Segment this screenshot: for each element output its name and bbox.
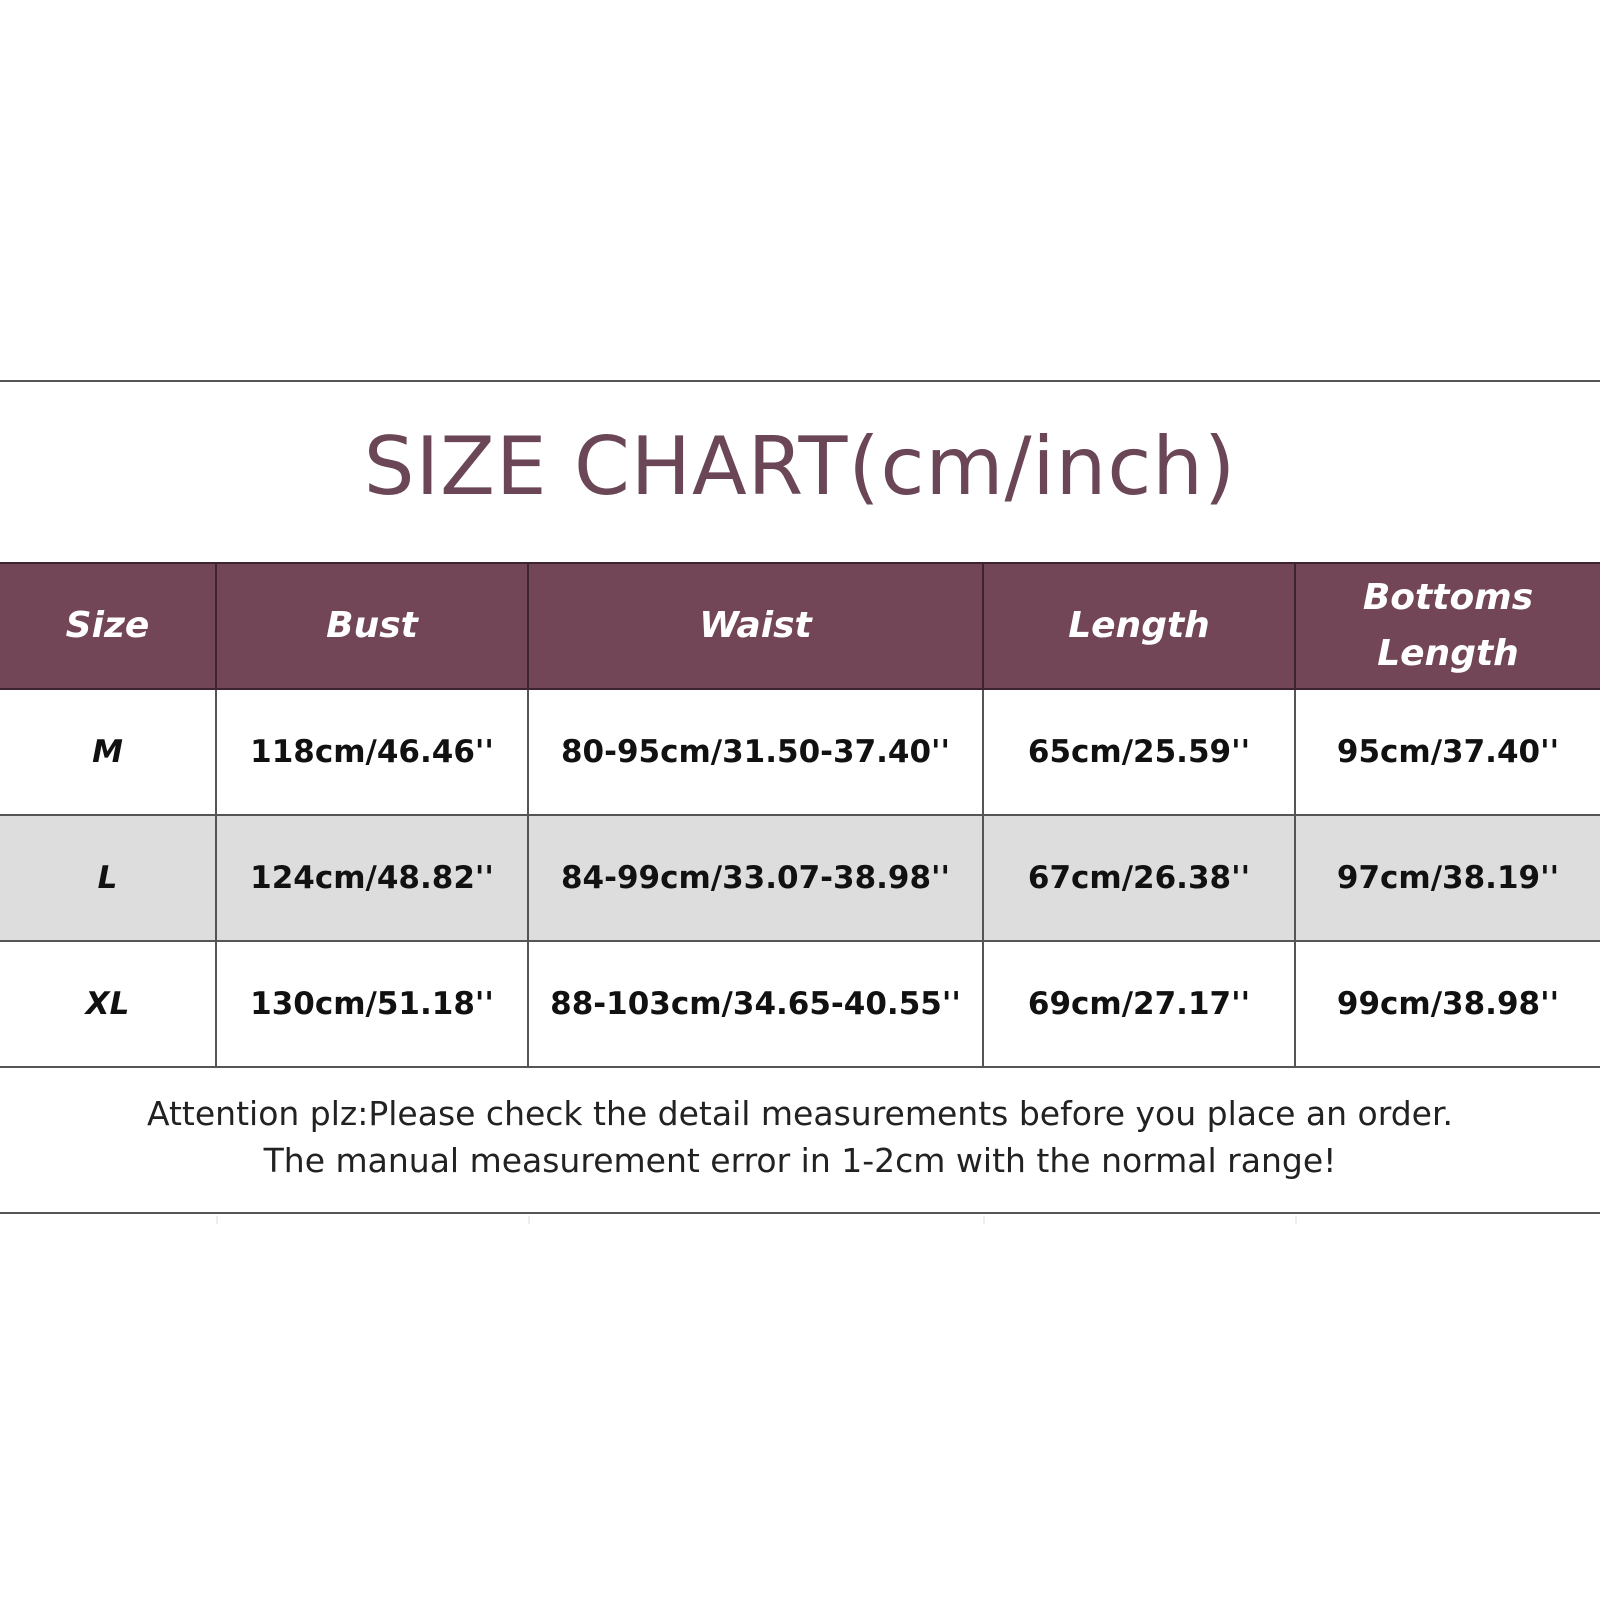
header-length: Length [983,563,1295,689]
cell-bottoms-length: 97cm/38.19'' [1295,815,1600,941]
cell-length: 67cm/26.38'' [983,815,1295,941]
top-divider [0,380,1600,382]
note-line-2: The manual measurement error in 1-2cm with the normal range! [263,1141,1337,1180]
divider-tick [1295,1216,1297,1224]
cell-waist: 88-103cm/34.65-40.55'' [528,941,983,1067]
size-chart-table [0,562,1600,1068]
cell-size: M [0,689,216,815]
header-waist: Waist [528,563,983,689]
cell-waist: 80-95cm/31.50-37.40'' [528,689,983,815]
cell-bottoms-length: 99cm/38.98'' [1295,941,1600,1067]
bottom-divider [0,1212,1600,1214]
cell-length: 65cm/25.59'' [983,689,1295,815]
cell-bottoms-length: 95cm/37.40'' [1295,689,1600,815]
table-row [0,815,1600,941]
page-title: SIZE CHART(cm/inch) [363,420,1237,513]
cell-size: L [0,815,216,941]
divider-tick [983,1216,985,1224]
table-row [0,689,1600,815]
divider-tick [528,1216,530,1224]
cell-bust: 124cm/48.82'' [216,815,528,941]
table-row [0,941,1600,1067]
cell-waist: 84-99cm/33.07-38.98'' [528,815,983,941]
attention-note [0,1090,1600,1184]
cell-bust: 118cm/46.46'' [216,689,528,815]
header-bust: Bust [216,563,528,689]
cell-bust: 130cm/51.18'' [216,941,528,1067]
table-header-row [0,563,1600,689]
header-size: Size [0,563,216,689]
divider-tick [216,1216,218,1224]
cell-size: XL [0,941,216,1067]
note-line-1: Attention plz:Please check the detail measurements before you place an order. [147,1094,1453,1133]
cell-length: 69cm/27.17'' [983,941,1295,1067]
header-bottoms-length: Bottoms Length [1295,563,1600,689]
